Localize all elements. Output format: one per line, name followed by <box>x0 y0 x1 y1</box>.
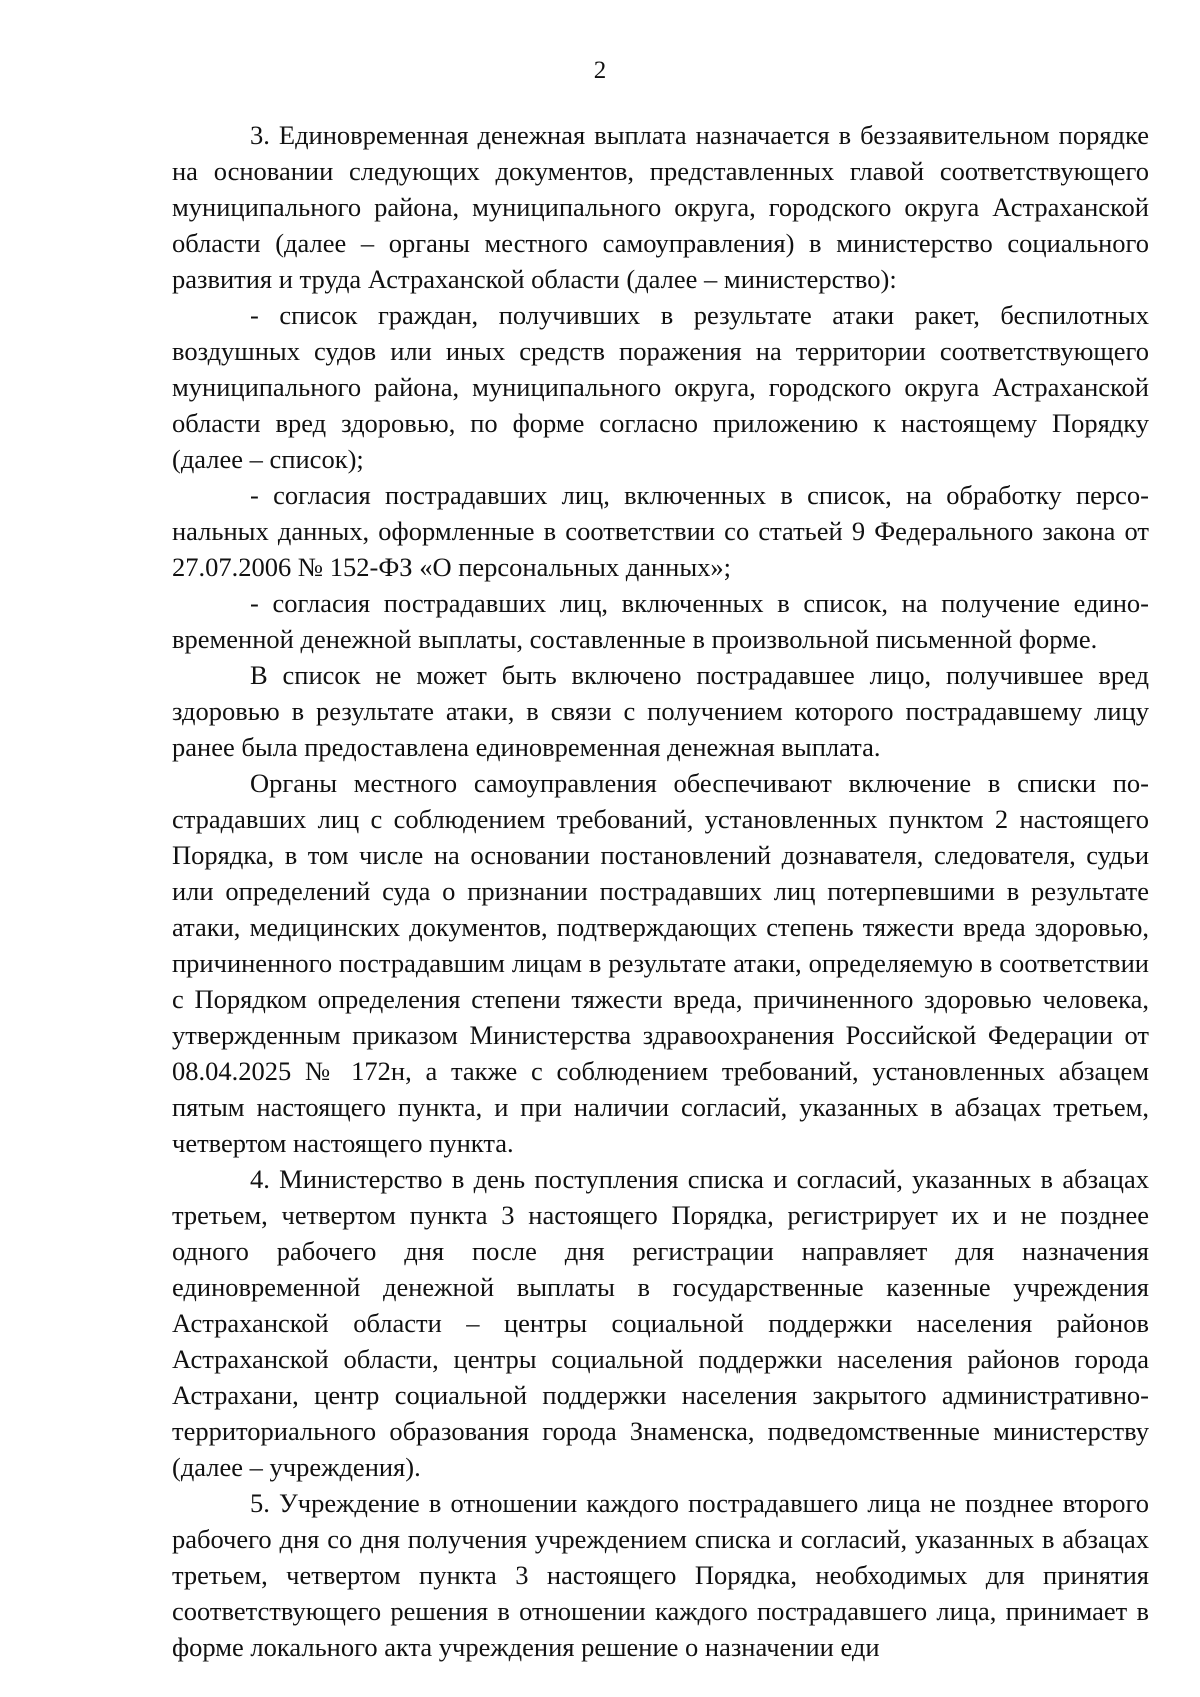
paragraph-consent-personal-data: - согласия пострадавших лиц, включенных в список, на обработку персональных данных, оформленные в соответствии со статьей 9 Федерального закона от 27.07.2006 № 152-ФЗ «О персональных данных»; <box>172 480 1149 582</box>
paragraph-exclusion-rule: В список не может быть включено пострадавшее лицо, получившее вред здоровью в результате атаки, в связи с получением которого пострадавшему лицу ранее была предоставлена единовременная денежная выплата. <box>172 660 1149 762</box>
paragraph-item-4: 4. Министерство в день поступления списка и согласий, указанных в абзацах третьем, четвертом пункта 3 настоящего Порядка, регистрирует их и не позднее одного рабочего дня после дня регистрации направляет для назначения единовременной денежной выплаты в государственные казенные учреждения Астраханской области – центры социальной поддержки населения районов Астраханской области, центры социальной поддержки населения районов города Астрахани, центр социальной поддержки населения закрытого административно-территориального образования города Знаменска, подведомственные министерству (далее – учреждения). <box>172 1164 1149 1482</box>
paragraph-list-of-citizens: - список граждан, получивших в результате атаки ракет, беспилотных воздушных судов или иных средств поражения на территории соответствующего муниципального района, муниципального округа, городского округа Астраханской области вред здоровью, по форме согласно приложению к настоящему Порядку (далее – список); <box>172 300 1149 474</box>
page-number: 2 <box>593 57 607 84</box>
paragraph-item-5: 5. Учреждение в отношении каждого пострадавшего лица не позднее второго рабочего дня со дня получения учреждением списка и согласий, указанных в абзацах третьем, четвертом пункта 3 настоящего Порядка, необходимых для принятия соответствующего решения в отношении каждого пострадавшего лица, принимает в форме локального акта учреждения решение о назначении еди <box>172 1488 1149 1662</box>
document-body <box>172 117 1149 1665</box>
paragraph-local-authorities: Органы местного самоуправления обеспечивают включение в списки пострадавших лиц с соблюдением требований, установленных пунктом 2 настоящего Порядка, в том числе на основании постановлений дознавателя, следователя, судьи или определений суда о признании пострадавших лиц потерпевшими в результате атаки, медицинских документов, подтверждающих степень тяжести вреда здоровью, причиненного пострадавшим лицам в результате атаки, определяемую в соответствии с Порядком определения степени тяжести вреда, причиненного здоровью человека, утвержденным приказом Министерства здравоохранения Российской Федерации от 08.04.2025 № 172н, а также с соблюдением требований, установленных абзацем пятым настоящего пункта, и при наличии согласий, указанных в абзацах третьем, четвертом настоящего пункта. <box>172 768 1149 1158</box>
paragraph-item-3: 3. Единовременная денежная выплата назначается в беззаявительном порядке на основании следующих документов, представленных главой соответствующего муниципального района, муниципального округа, городского округа Астраханской области (далее – органы местного самоуправления) в министерство социального развития и труда Астраханской области (далее – министерство): <box>172 120 1149 294</box>
paragraph-consent-payment: - согласия пострадавших лиц, включенных в список, на получение единовременной денежной выплаты, составленные в произвольной письменной форме. <box>172 588 1149 654</box>
